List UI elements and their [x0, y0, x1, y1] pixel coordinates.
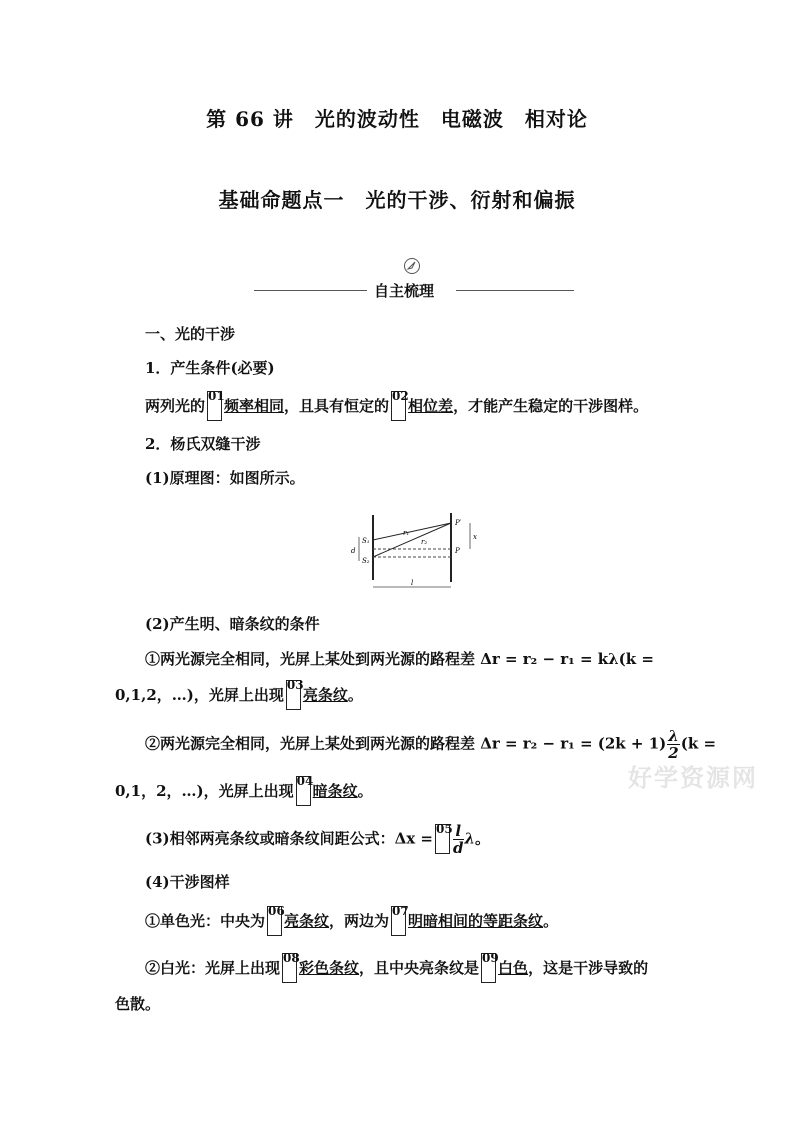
item-condition: 1．产生条件(必要)	[145, 359, 275, 377]
blank-box-04: 04	[296, 776, 311, 806]
label-r2: r₂	[421, 538, 428, 546]
item-young: 2．杨氏双缝干涉	[145, 435, 261, 453]
bright-condition-line2: 0,1,2，…)，光屏上出现 03 亮条纹。	[115, 680, 363, 710]
label-d: d	[351, 547, 356, 555]
blank-box-09: 09	[481, 953, 496, 983]
label-x: x	[473, 533, 477, 541]
blank-box-06: 06	[267, 906, 282, 936]
label-s2: S₂	[362, 557, 370, 565]
monochrome-text: ①单色光：中央为 06 亮条纹，两边为 07 明暗相间的等距条纹。	[145, 906, 558, 936]
blank-box-05: 05	[435, 824, 450, 854]
dark-condition-line2: 0,1，2，…)，光屏上出现 04 暗条纹。	[115, 776, 373, 806]
blank-box-08: 08	[282, 953, 297, 983]
white-light-end: 色散。	[115, 995, 161, 1013]
watermark: 好学资源网	[628, 763, 758, 792]
blank-box-01: 01	[207, 391, 222, 421]
blank-box-02: 02	[391, 391, 406, 421]
section-label: 自主梳理	[374, 282, 435, 300]
condition-text: 两列光的 01 频率相同，且具有恒定的 02 相位差，才能产生稳定的干涉图样。	[145, 391, 648, 421]
spacing-formula: (3)相邻两亮条纹或暗条纹间距公式：Δx = 05 $\frac{l}{d}$ λ。	[145, 821, 491, 857]
compass-icon	[403, 257, 421, 275]
lecture-title: 第 66 讲 光的波动性 电磁波 相对论	[206, 107, 588, 131]
fringe-condition-heading: (2)产生明、暗条纹的条件	[145, 615, 320, 633]
double-slit-diagram	[345, 505, 485, 597]
separator-left	[254, 290, 367, 291]
blank-box-07: 07	[391, 906, 406, 936]
pattern-heading: (4)干涉图样	[145, 873, 230, 891]
dark-condition-line1: ②两光源完全相同，光屏上某处到两光源的路程差 Δr = r₂ − r₁ = (2k + 1) $\frac{\lambda}{2}$ (k =	[145, 727, 717, 762]
white-light-text: ②白光：光屏上出现 08 彩色条纹，且中央亮条纹是 09 白色，这是干涉导致的	[145, 953, 648, 983]
heading-interference: 一、光的干涉	[145, 325, 236, 343]
topic-subtitle: 基础命题点一 光的干涉、衍射和偏振	[218, 188, 576, 212]
label-s1: S₁	[362, 537, 370, 545]
label-p: P	[455, 547, 460, 555]
label-r1: r₁	[403, 529, 410, 537]
blank-box-03: 03	[286, 680, 301, 710]
label-p-prime: P′	[455, 519, 462, 527]
bright-condition-line1: ①两光源完全相同，光屏上某处到两光源的路程差 Δr = r₂ − r₁ = kλ(k =	[145, 650, 654, 668]
principle-text: (1)原理图：如图所示。	[145, 469, 305, 487]
label-l: l	[411, 579, 414, 587]
separator-right	[456, 290, 574, 291]
